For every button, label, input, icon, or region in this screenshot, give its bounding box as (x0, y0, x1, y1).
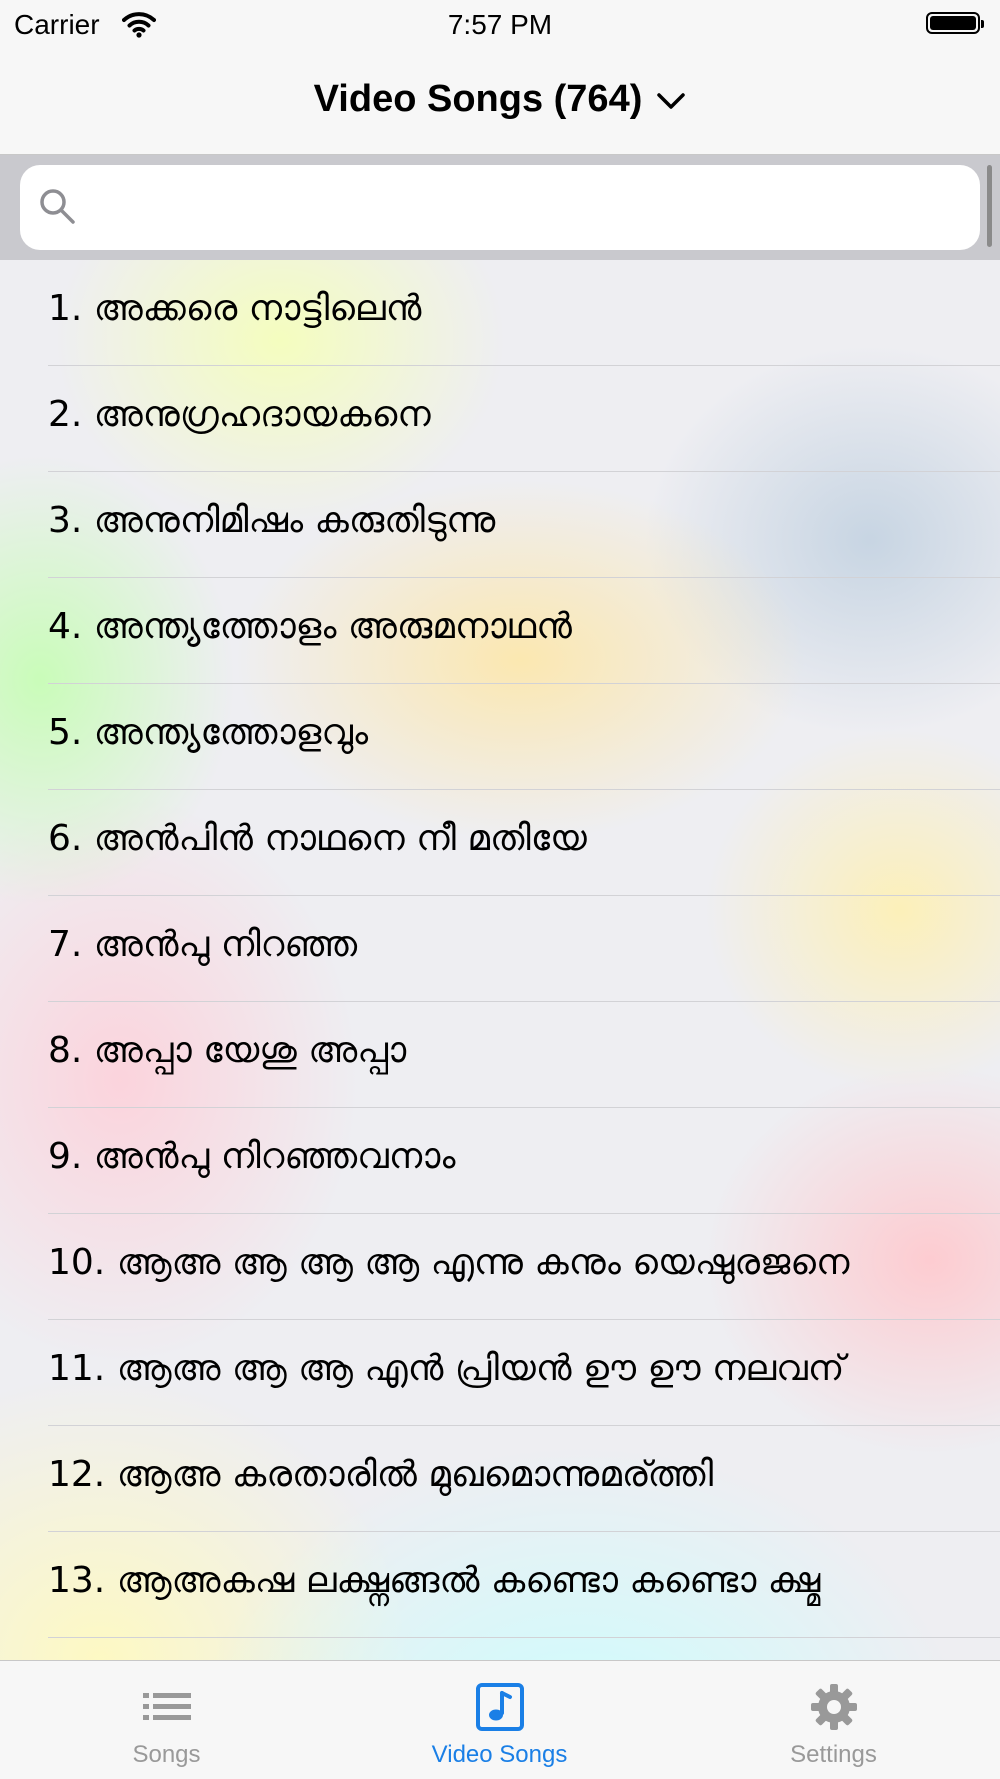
page-title: Video Songs (764) (313, 78, 643, 120)
search-bar (0, 155, 1000, 260)
battery-icon (926, 12, 980, 34)
tab-songs[interactable] (0, 1661, 333, 1779)
row-divider (48, 1637, 1000, 1638)
list-item[interactable] (0, 1108, 1000, 1214)
search-field[interactable] (20, 165, 980, 250)
status-bar (0, 0, 1000, 50)
song-title: 1. അക്കരെ നാട്ടിലെൻ (48, 288, 422, 329)
gear-icon (808, 1681, 860, 1733)
song-title: 2. അനുഗ്രഹദായകനെ (48, 394, 431, 435)
status-time: 7:57 PM (447, 9, 553, 40)
song-title: 4. അന്ത്യത്തോളം അരുമനാഥൻ (48, 606, 572, 647)
tab-label: Settings (790, 1741, 877, 1768)
song-title: 8. അപ്പാ യേശു അപ്പാ (48, 1030, 407, 1071)
song-list[interactable] (0, 260, 1000, 1660)
list-item[interactable] (0, 896, 1000, 1002)
tab-settings[interactable] (667, 1661, 1000, 1779)
list-item[interactable] (0, 1426, 1000, 1532)
list-item[interactable] (0, 1320, 1000, 1426)
song-title: 11. ആഅ ആ ആ എൻ പ്രിയൻ ഊ ഊ നലവന് (48, 1348, 845, 1389)
song-title: 9. അൻപു നിറഞ്ഞവനാം (48, 1136, 456, 1177)
list-item[interactable] (0, 1214, 1000, 1320)
song-title: 10. ആഅ ആ ആ ആ എന്നു കനും യെഷുരജനെ (48, 1242, 850, 1283)
list-item[interactable] (0, 790, 1000, 896)
list-item[interactable] (0, 578, 1000, 684)
list-item[interactable] (0, 1002, 1000, 1108)
song-title: 5. അന്ത്യത്തോളവും (48, 712, 369, 753)
song-title: 12. ആഅ കരതാരിൽ മുഖമൊന്നുമര്ത്തി (48, 1454, 714, 1495)
song-title: 13. ആഅകഷ ലക്ഷ്നങ്ങൽ കണ്ടൊ കണ്ടൊ ക്ഷ്മ (48, 1560, 821, 1601)
scroll-indicator[interactable] (987, 165, 992, 247)
list-icon (141, 1681, 193, 1733)
song-title: 6. അൻപിൻ നാഥനെ നീ മതിയേ (48, 818, 587, 859)
song-title: 7. അൻപു നിറഞ്ഞ (48, 924, 358, 965)
tab-label: Video Songs (431, 1741, 568, 1768)
list-item[interactable] (0, 366, 1000, 472)
navigation-bar (0, 50, 1000, 155)
song-title: 3. അനുനിമിഷം കരുതിടുന്നു (48, 500, 496, 541)
list-item[interactable] (0, 260, 1000, 366)
list-item[interactable] (0, 1532, 1000, 1638)
chevron-down-icon (656, 91, 686, 111)
list-item[interactable] (0, 684, 1000, 790)
list-item[interactable] (0, 472, 1000, 578)
tab-video-songs[interactable] (333, 1661, 666, 1779)
search-input[interactable] (90, 185, 954, 231)
search-icon (38, 187, 78, 227)
tab-label: Songs (132, 1741, 201, 1768)
carrier-label: Carrier (14, 9, 100, 40)
title-dropdown[interactable] (0, 78, 1000, 121)
tab-bar (0, 1660, 1000, 1779)
music-note-icon (474, 1681, 526, 1733)
